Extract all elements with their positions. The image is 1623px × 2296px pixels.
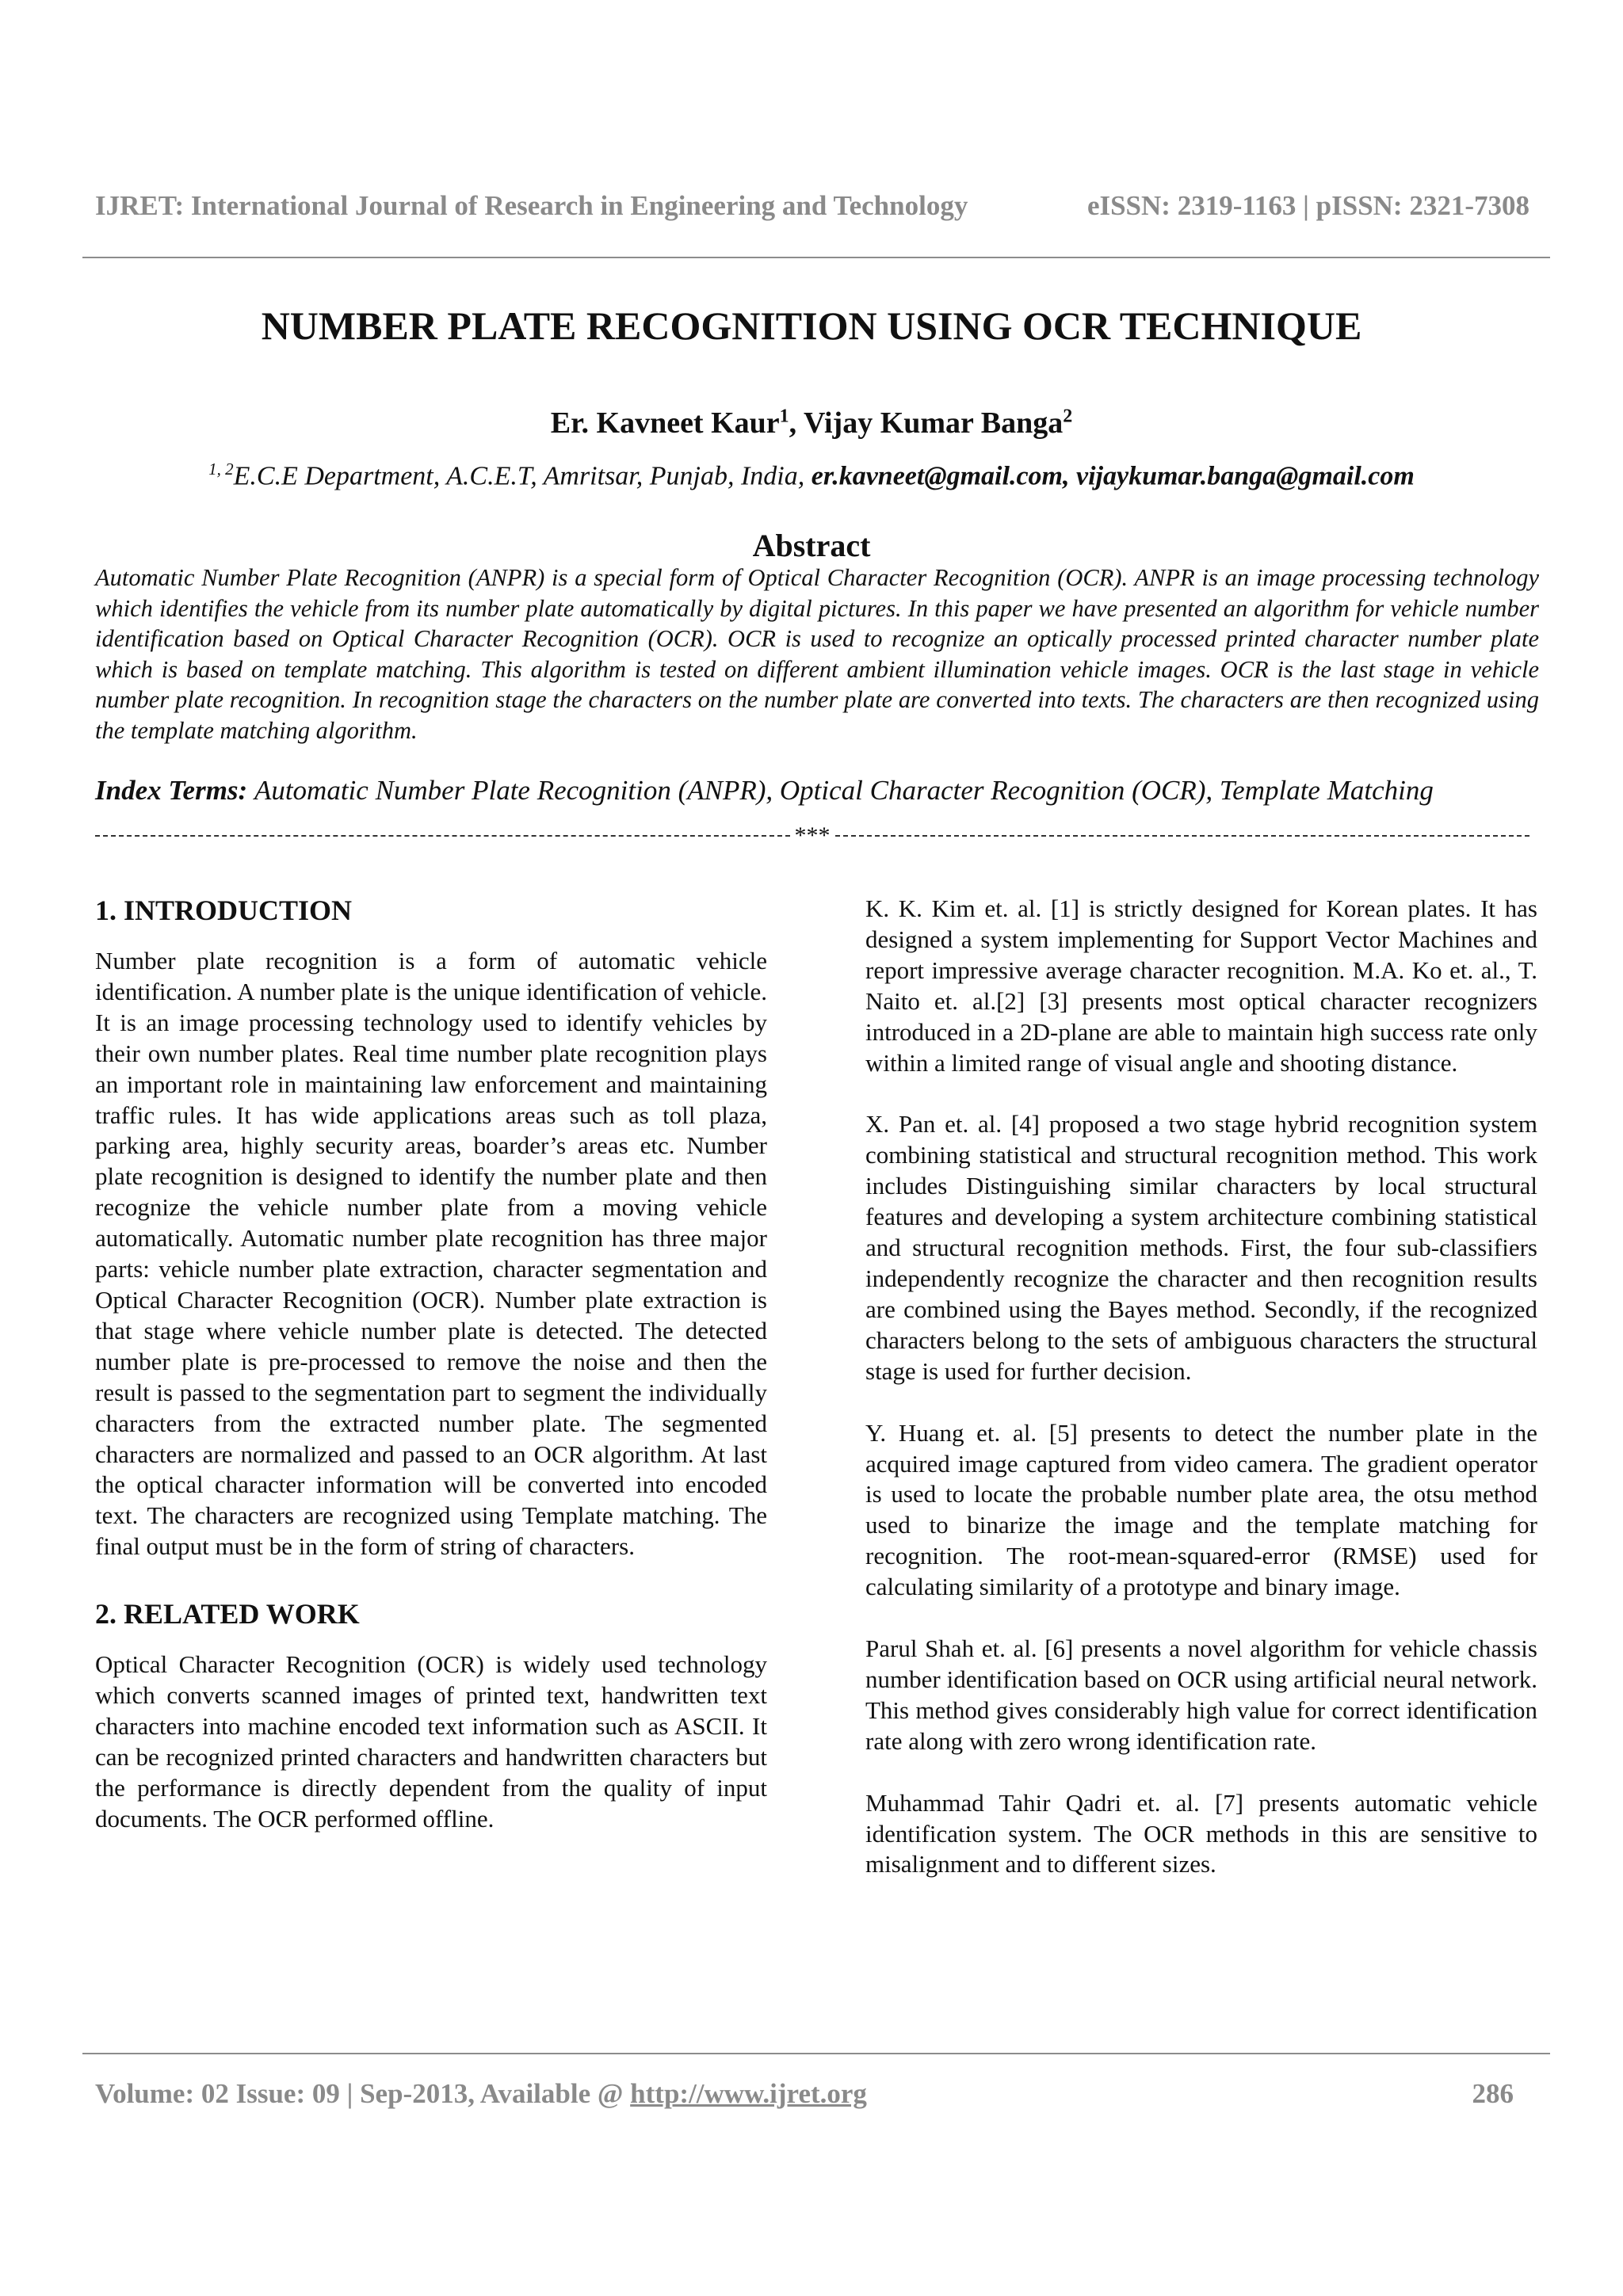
affiliation-superscript: 1, 2 xyxy=(208,460,234,479)
author-name: Vijay Kumar Banga xyxy=(803,406,1064,440)
separator-dashes-right xyxy=(835,835,1530,837)
index-terms-label: Index Terms xyxy=(95,775,239,806)
affiliation-text: E.C.E Department, A.C.E.T, Amritsar, Punjab, India, xyxy=(233,461,812,491)
author-name: Er. Kavneet Kaur xyxy=(550,406,780,440)
affiliation-line xyxy=(0,460,1623,491)
related-work-paragraph: Parul Shah et. al. [6] presents a novel algorithm for vehicle chassis number identification based on OCR using artificial neural network. This method gives considerably high value for correct identification rate along with zero wrong identification rate. xyxy=(865,1634,1537,1755)
footer-divider xyxy=(82,2053,1550,2054)
footer-citation xyxy=(95,2078,867,2110)
abstract-text: Automatic Number Plate Recognition (ANPR) is a special form of Optical Character Recognition (OCR). ANPR is an image processing technology which identifies the vehicle from its number plate automatically by digital pictures. In this paper we have presented an algorithm for vehicle number identification based on Optical Character Recognition (OCR). OCR is used to recognize an optically processed printed character number plate which is based on template matching. This algorithm is tested on different ambient illumination vehicle images. OCR is the last stage in vehicle number plate recognition. In recognition stage the characters on the number plate are converted into texts. The characters are then recognized using the template matching algorithm. xyxy=(95,564,1539,744)
issn-numbers: eISSN: 2319-1163 | pISSN: 2321-7308 xyxy=(1086,190,1529,221)
author-superscript: 2 xyxy=(1063,406,1073,427)
index-terms xyxy=(95,775,1561,807)
index-terms-text: Automatic Number Plate Recognition (ANPR), Optical Character Recognition (OCR), Template Matching xyxy=(254,775,1434,806)
author-list xyxy=(0,406,1623,441)
related-work-paragraph: K. K. Kim et. al. [1] is strictly designed for Korean plates. It has designed a system implementing for Support Vector Machines and report impressive average character recognition. M.A. Ko et. al., T. Naito et. al.[2] [3] presents most optical character recognizers introduced in a 2D-plane are able to maintain high success rate only within a limited range of visual angle and shooting distance. xyxy=(865,894,1537,1077)
author-superscript: 1 xyxy=(779,406,789,427)
section-heading-related-work: 2. RELATED WORK xyxy=(95,1598,360,1630)
abstract-heading: Abstract xyxy=(752,528,871,563)
left-column xyxy=(95,894,767,1835)
journal-name: IJRET: International Journal of Research in Engineering and Technology xyxy=(95,190,968,221)
section-separator xyxy=(95,824,1529,848)
related-work-paragraph: Y. Huang et. al. [5] presents to detect the number plate in the acquired image captured from video camera. The gradient operator is used to locate the probable number plate area, the otsu method used to binarize the image and the template matching for recognition. The root-mean-squared-error (RMSE) used for calculating similarity of a prototype and binary image. xyxy=(865,1418,1537,1601)
volume-issue-text: Volume: 02 Issue: 09 | Sep-2013, Available @ xyxy=(95,2078,631,2109)
journal-url-link[interactable]: http://www.ijret.org xyxy=(630,2078,867,2109)
index-terms-colon: : xyxy=(238,775,254,806)
related-work-paragraph: Optical Character Recognition (OCR) is widely used technology which converts scanned images of printed text, handwritten text characters into machine encoded text information such as ASCII. It can be recognized printed characters and handwritten characters but the performance is directly dependent from the quality of input documents. The OCR performed offline. xyxy=(95,1650,767,1833)
author-separator: , xyxy=(789,406,804,440)
section-heading-introduction: 1. INTRODUCTION xyxy=(95,894,353,926)
introduction-paragraph: Number plate recognition is a form of automatic vehicle identification. A number plate is the unique identification of vehicle. It is an image processing technology used to identify vehicles by their own number plates. Real time number plate recognition plays an important role in maintaining law enforcement and maintaining traffic rules. It has wide applications areas such as toll plaza, parking area, highly security areas, boarder’s areas etc. Number plate recognition is designed to identify the number plate and then recognize the vehicle number plate from a moving vehicle automatically. Automatic number plate recognition has three major parts: vehicle number plate extraction, character segmentation and Optical Character Recognition (OCR). Number plate extraction is that stage where vehicle number plate is detected. The detected number plate is pre-processed to remove the noise and then the result is passed to the segmentation part to segment the individually characters from the extracted number plate. The segmented characters are normalized and passed to an OCR algorithm. At last the optical character information will be converted into encoded text. The characters are recognized using Template matching. The final output must be in the form of string of characters. xyxy=(95,947,767,1561)
right-column xyxy=(865,894,1537,1880)
separator-stars: *** xyxy=(794,822,831,849)
page-number: 286 xyxy=(1472,2078,1514,2109)
related-work-paragraph: X. Pan et. al. [4] proposed a two stage hybrid recognition system combining statistical and structural recognition method. This work includes Distinguishing similar characters by local structural features and developing a system architecture combining statistical and structural recognition methods. First, the four sub-classifiers independently recognize the character and then recognition results are combined using the Bayes method. Secondly, if the recognized characters belong to the sets of ambiguous characters the structural stage is used for further decision. xyxy=(865,1110,1537,1385)
running-header xyxy=(95,190,1529,222)
separator-dashes-left xyxy=(95,835,790,837)
paper-title: NUMBER PLATE RECOGNITION USING OCR TECHNIQUE xyxy=(261,303,1362,348)
author-emails: er.kavneet@gmail.com, vijaykumar.banga@gmail.com xyxy=(811,461,1415,491)
header-divider xyxy=(82,257,1550,258)
related-work-paragraph: Muhammad Tahir Qadri et. al. [7] presents automatic vehicle identification system. The OCR methods in this are sensitive to misalignment and to different sizes. xyxy=(865,1788,1537,1878)
running-footer xyxy=(95,2078,1514,2110)
